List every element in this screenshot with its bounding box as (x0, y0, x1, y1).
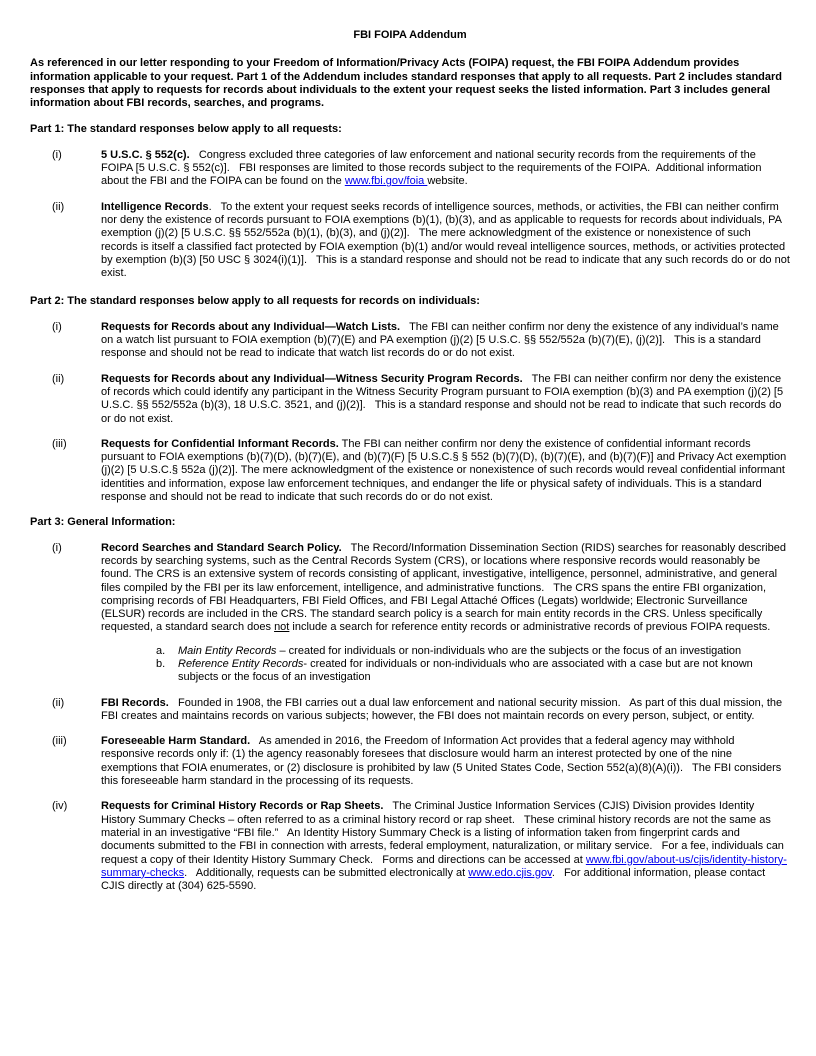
item-label: Record Searches and Standard Search Policy. (101, 541, 342, 554)
item-number: (ii) (52, 372, 65, 385)
part2-item-ii (30, 373, 790, 426)
item-number: (iii) (52, 437, 67, 450)
identity-history-link[interactable]: www.fbi.gov/about-us/cjis/identity-history-summary-checks (101, 853, 787, 879)
item-text: The Record/Information Dissemination Section (RIDS) searches for reasonably described records by searching systems, such as the Central Records System (CRS), or locations where responsive records would reasonably be found. The CRS is an extensive system of records consisting of applicant, investigative, intelligence, personnel, administrative, and general files compiled by the FBI per its law enforcement, intelligence, and administrative functions. The CRS spans the entire FBI organization, comprising records of FBI Headquarters, FBI Field Offices, and FBI Legal Attaché Offices (Legats) worldwide; Electronic Surveillance (ELSUR) records are included in the CRS. The standard search policy is a search for main entity records in the CRS. Unless specifically requested, a standard search does (101, 541, 790, 634)
part3-item-iii (30, 735, 790, 788)
item-text: Congress excluded three categories of law enforcement and national security records from the requirements of the FOIPA [5 U.S.C. § 552(c)]. FBI responses are limited to those records subject to the requirements of the FOIPA. Additional information about the FBI and the FOIPA can be found on the (101, 148, 765, 188)
part2-heading: Part 2: The standard responses below apply to all requests for records on individuals: (30, 295, 480, 308)
list-letter: a. (156, 644, 166, 657)
part3-item-iv (30, 800, 790, 893)
part3-heading: Part 3: General Information: (30, 516, 176, 529)
list-text: – created for individuals or non-individuals who are the subjects or the focus of an investigation (276, 644, 742, 657)
item-text-after: include a search for reference entity records or administrative records of previous FOIPA requests. (289, 621, 771, 634)
item-label: Foreseeable Harm Standard. (101, 735, 251, 748)
item-text: The FBI can neither confirm nor deny the existence of confidential informant records pursuant to FOIA exemptions (b)(7)(D), (b)(7)(E), and (b)(7)(F) [5 U.S.C.§ § 552 (b)(7)(D), (b)(7)(E), and (b)(7)(F)] and Privacy Act exemption (j)(2) [5 U.S.C.§ 552a (j)(2)]. The mere acknowledgment of the existence or nonexistence of such records would reveal confidential informant identities and information, expose law enforcement techniques, and endanger the life or physical safety of individuals. This is a standard response and should not be read to indicate that such records do or do not exist. (101, 437, 790, 504)
item-number: (i) (52, 541, 62, 554)
item-text-mid: . Additionally, requests can be submitted electronically at (184, 866, 469, 879)
underlined-word: not (274, 621, 290, 634)
item-label: Intelligence Records (101, 200, 209, 213)
part1-item-ii (30, 200, 793, 281)
list-text: - created for individuals or non-individuals who are associated with a case but are not known subjects or the focus of an investigation (178, 657, 753, 684)
item-text: Founded in 1908, the FBI carries out a dual law enforcement and national security mission. As part of this dual mission, the FBI creates and maintains records on various subjects; however, the FBI does not maintain records on every person, subject, or entity. (101, 696, 786, 722)
item-text: . To the extent your request seeks records of intelligence sources, methods, or activities, the FBI can neither confirm nor deny the existence of records pursuant to FOIA exemptions (b)(1), (b)(3), and as applicable to requests for records about individuals, PA exemption (j)(2) [5 U.S.C. §§ 552/552a (b)(1), (b)(3), and (j)(2)]. The mere acknowledgment of the existence or nonexistence of such records is itself a classified fact protected by FOIA exemption (b)(1) and/or would reveal intelligence sources, methods, or activities protected by exemption (b)(3) [50 USC § 3024(i)(1)]. This is a standard response and should not be read to indicate that any such records do or do not exist. (101, 200, 793, 280)
list-term: Reference Entity Records (178, 657, 304, 670)
item-label: Requests for Confidential Informant Records. (101, 437, 339, 450)
item-text: The FBI can neither confirm nor deny the existence of any individual’s name on a watch list pursuant to FOIA exemption (b)(7)(E) and PA exemption (j)(2) [5 U.S.C. §§ 552/552a (b)(7)(E), (j)(2)]. This is a standard response and should not be read to indicate that watch list records do or do not exist. (101, 320, 782, 360)
item-label: Requests for Records about any Individual—Watch Lists. (101, 320, 401, 333)
intro-paragraph: As referenced in our letter responding to your Freedom of Information/Privacy Acts (FOIPA) request, the FBI FOIPA Addendum provides information applicable to your request. Part 1 of the Addendum includes standard responses that apply to all requests. Part 2 includes standard responses that apply to requests for records about individuals to the extent your request seeks the listed information. Part 3 includes general information about FBI records, searches, and programs. (30, 57, 783, 110)
part1-heading: Part 1: The standard responses below apply to all requests: (30, 123, 342, 136)
item-text-after: . For additional information, please contact CJIS directly at (304) 625-5590. (101, 866, 769, 893)
item-number: (i) (52, 320, 62, 333)
part3-item-ii (30, 697, 790, 724)
item-number: (ii) (52, 696, 65, 709)
item-number: (iv) (52, 800, 68, 813)
edo-cjis-link[interactable]: www.edo.cjis.gov (468, 866, 552, 879)
document-title: FBI FOIPA Addendum (353, 29, 467, 41)
item-text: The FBI can neither confirm nor deny the existence of records which could identify any participant in the Witness Security Program pursuant to FOIA exemption (b)(3) and PA exemption (j)(2) [5 U.S.C. §§ 552/552a (b)(3), 18 U.S.C. 3521, and (j)(2)]. This is a standard response and should not be read to indicate that such records do or do not exist. (101, 372, 787, 425)
item-label: Requests for Records about any Individual—Witness Security Program Records. (101, 372, 523, 385)
list-term: Main Entity Records (178, 644, 277, 657)
part3-item-i (30, 542, 790, 685)
list-item (101, 645, 790, 658)
item-text-after: website. (427, 175, 468, 188)
fbi-foia-link[interactable]: www.fbi.gov/foia (344, 175, 428, 188)
item-number: (iii) (52, 735, 67, 748)
part2-item-iii (30, 438, 790, 504)
part1-item-i (30, 149, 790, 189)
item-text: As amended in 2016, the Freedom of Information Act provides that a federal agency may withhold responsive records only if: (1) the agency reasonably foresees that disclosure would harm an interest protected by one of the nine exemptions that FOIA enumerates, or (2) disclosure is prohibited by law (5 United States Code, Section 552(a)(8)(A)(i)). The FBI considers this foreseeable harm standard in the processing of its requests. (101, 735, 785, 788)
item-number: (ii) (52, 200, 65, 213)
item-label: 5 U.S.C. § 552(c). (101, 148, 190, 161)
item-label: FBI Records. (101, 696, 169, 709)
item-number: (i) (52, 148, 62, 161)
item-label: Requests for Criminal History Records or Rap Sheets. (101, 800, 384, 813)
part2-item-i (30, 321, 790, 361)
list-letter: b. (156, 657, 166, 670)
entity-records-list (101, 645, 790, 685)
list-item (101, 658, 790, 685)
item-text: The Criminal Justice Information Services (CJIS) Division provides Identity History Summary Checks – often referred to as a criminal history record or rap sheet. These criminal history records are not the same as material in an investigative “FBI file.” An Identity History Summary Check is a listing of information taken from fingerprint cards and documents submitted to the FBI in connection with arrests, federal employment, naturalization, or military service. For a fee, individuals can request a copy of their Identity History Summary Check. Forms and directions can be accessed at (101, 800, 787, 866)
document-page (30, 29, 793, 905)
